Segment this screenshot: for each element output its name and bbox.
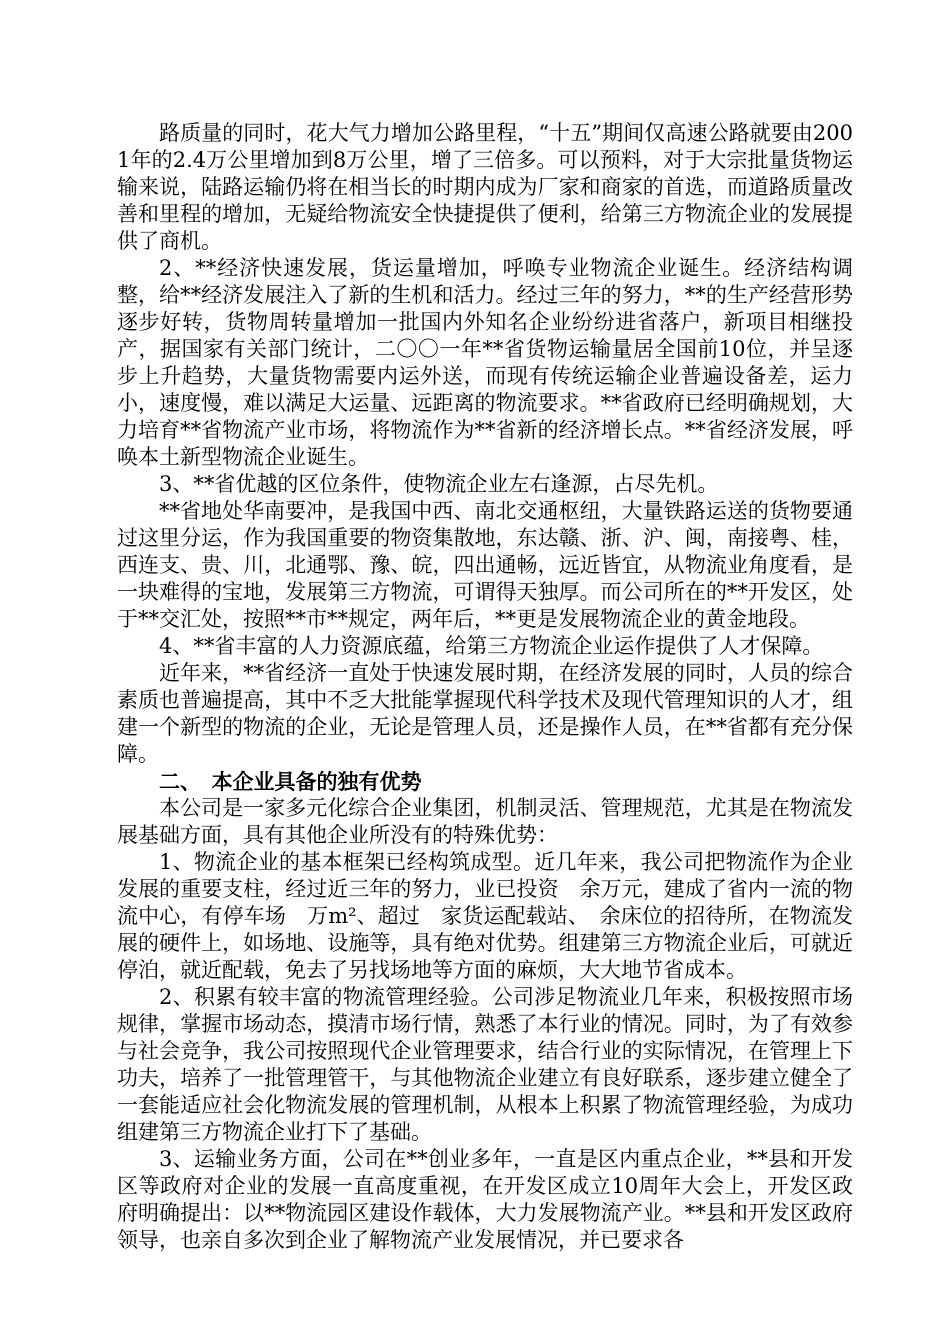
paragraph-location-detail: **省地处华南要冲，是我国中西、南北交通枢纽，大量铁路运送的货物要通过这里分运，作为我国重要的物资集散地，东达赣、浙、沪、闽，南接粤、桂，西连支、贵、川，北通鄂、豫、皖，四出通畅，远近皆宜，从物流业角度看，是一块难得的宝地，发展第三方物流，可谓得天独厚。而公司所在的**开发区，处于**交汇处，按照**市**规定，两年后，**更是发展物流企业的黄金地段。 [117,499,853,631]
paragraph-economic-growth: 2、**经济快速发展，货运量增加，呼唤专业物流企业诞生。经济结构调整，给**经济发展注入了新的生机和活力。经过三年的努力，**的生产经营形势逐步好转，货物周转量增加一批国内外知名企业纷纷进省落户，新项目相继投产，据国家有关部门统计，二〇〇一年**省货物运输量居全国前10位，并呈逐步上升趋势，大量货物需要内运外送，而现有传统运输企业普遍设备差，运力小，速度慢，难以满足大运量、远距离的物流要求。**省政府已经明确规划，大力培育**省物流产业市场，将物流作为**省新的经济增长点。**省经济发展，呼唤本土新型物流企业诞生。 [117,256,853,469]
paragraph-location-heading: 3、**省优越的区位条件，使物流企业左右逢源，占尽先机。 [159,472,719,496]
paragraph-transport-business: 3、运输业务方面，公司在**创业多年，一直是区内重点企业，**县和开发区等政府对企业的发展一直高度重视，在开发区成立10周年大会上，开发区政府明确提出：以**物流园区建设作载体，大力发展物流产业。**县和开发区政府领导，也亲自多次到企业了解物流产业发展情况，并已要求各 [117,1147,853,1252]
paragraph-human-resources-detail: 近年来，**省经济一直处于快速发展时期，在经济发展的同时，人员的综合素质也普遍提高，其中不乏大批能掌握现代科学技术及现代管理知识的人才，组建一个新型的物流的企业，无论是管理人员，还是操作人员，在**省都有充分保障。 [117,661,853,766]
paragraph-road-mileage: 路质量的同时，花大气力增加公路里程，“十五”期间仅高速公路就要由2001年的2.4万公里增加到8万公里，增了三倍多。可以预料，对于大宗批量货物运输来说，陆路运输仍将在相当长的时期内成为厂家和商家的首选，而道路质量改善和里程的增加，无疑给物流安全快捷提供了便利，给第三方物流企业的发展提供了商机。 [117,121,853,253]
paragraph-company-intro: 本公司是一家多元化综合企业集团，机制灵活、管理规范，尤其是在物流发展基础方面，具有其他企业所没有的特殊优势： [117,796,853,847]
document-body [117,120,853,1254]
paragraph-framework: 1、物流企业的基本框架已经构筑成型。近几年来，我公司把物流作为企业发展的重要支柱，经过近三年的努力，业已投资 余万元，建成了省内一流的物流中心，有停车场 万m²、超过 家货运配载站、 余床位的招待所，在物流发展的硬件上，如场地、设施等，具有绝对优势。组建第三方物流企业后，可就近停泊，就近配载，免去了另找场地等方面的麻烦，大大地节省成本。 [117,850,853,982]
paragraph-management-experience: 2、积累有较丰富的物流管理经验。公司涉足物流业几年来，积极按照市场规律，掌握市场动态，摸清市场行情，熟悉了本行业的情况。同时，为了有效参与社会竞争，我公司按照现代企业管理要求，结合行业的实际情况，在管理上下功夫，培养了一批管理管干，与其他物流企业建立有良好联系，逐步建立健全了一套能适应社会化物流发展的管理机制，从根本上积累了物流管理经验，为成功组建第三方物流企业打下了基础。 [117,985,853,1144]
paragraph-human-resources-heading: 4、**省丰富的人力资源底蕴，给第三方物流企业运作提供了人才保障。 [159,634,824,658]
section-heading-advantages: 二、 本企业具备的独有优势 [159,769,422,794]
